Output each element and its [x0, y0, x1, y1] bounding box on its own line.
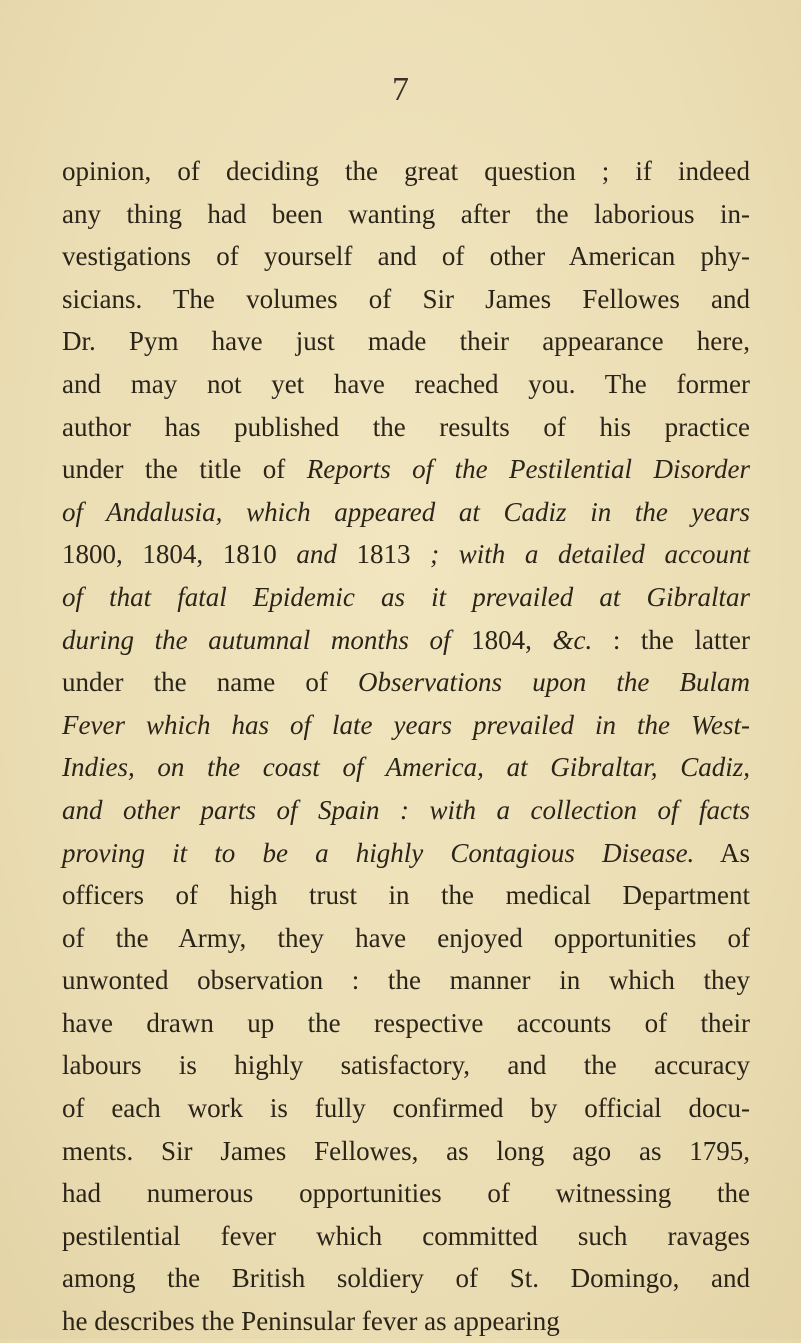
- text-segment: Dr. Pym have just made their appearance here,: [62, 326, 750, 357]
- text-line: [62, 1172, 750, 1215]
- italic-text: Reports of the Pestilential Disorder: [306, 454, 750, 485]
- page-number: 7: [392, 71, 409, 108]
- text-segment: As: [694, 837, 750, 868]
- text-segment: : the latter: [592, 624, 750, 655]
- text-segment: officers of high trust in the medical Department: [62, 880, 750, 911]
- text-line: [62, 1300, 750, 1343]
- text-line: [62, 491, 750, 534]
- text-segment: he describes the Peninsular fever as appearing: [62, 1306, 560, 1337]
- italic-text: of Andalusia, which appeared at Cadiz in the years: [62, 496, 750, 527]
- text-line: [62, 1044, 750, 1087]
- text-line: [62, 1002, 750, 1045]
- italic-text: Fever which has of late years prevailed in the West-: [62, 709, 750, 740]
- text-segment: and may not yet have reached you. The former: [62, 368, 750, 399]
- text-line: [62, 320, 750, 363]
- italic-text: &c.: [552, 624, 593, 655]
- text-line: [62, 235, 750, 278]
- text-segment: 1800, 1804, 1810: [62, 539, 297, 570]
- italic-text: and: [296, 539, 337, 570]
- italic-text: Indies, on the coast of America, at Gibraltar, Cadiz,: [62, 752, 750, 783]
- text-segment: 1813: [336, 539, 431, 570]
- text-line: [62, 406, 750, 449]
- text-line: [62, 1215, 750, 1258]
- text-segment: have drawn up the respective accounts of their: [62, 1007, 750, 1038]
- text-line: [62, 150, 750, 193]
- text-line: [62, 789, 750, 832]
- text-segment: under the name of: [62, 667, 359, 698]
- text-segment: vestigations of yourself and of other American phy-: [62, 241, 750, 272]
- text-segment: under the title of: [62, 454, 307, 485]
- italic-text: during the autumnal months of: [62, 624, 451, 655]
- italic-text: and other parts of Spain : with a collection of facts: [62, 794, 750, 825]
- text-segment: among the British soldiery of St. Domingo, and: [62, 1263, 750, 1294]
- text-segment: 1804,: [450, 624, 553, 655]
- italic-text: of that fatal Epidemic as it prevailed at Gibraltar: [62, 581, 750, 612]
- text-line: [62, 1087, 750, 1130]
- text-line: [62, 874, 750, 917]
- text-line: [62, 1130, 750, 1173]
- text-segment: ments. Sir James Fellowes, as long ago as 1795,: [62, 1135, 750, 1166]
- body-text: [62, 150, 750, 1343]
- text-line: [62, 746, 750, 789]
- text-line: [62, 363, 750, 406]
- text-line: [62, 917, 750, 960]
- text-segment: unwonted observation : the manner in which they: [62, 965, 750, 996]
- text-segment: pestilential fever which committed such ravages: [62, 1220, 750, 1251]
- text-line: [62, 576, 750, 619]
- text-segment: of each work is fully confirmed by official docu-: [62, 1093, 750, 1124]
- text-line: [62, 959, 750, 1002]
- text-line: [62, 704, 750, 747]
- text-segment: had numerous opportunities of witnessing the: [62, 1178, 750, 1209]
- text-line: [62, 448, 750, 491]
- italic-text: Observations upon the Bulam: [358, 667, 750, 698]
- text-line: [62, 832, 750, 875]
- text-line: [62, 193, 750, 236]
- text-segment: sicians. The volumes of Sir James Fellowes and: [62, 283, 750, 314]
- text-segment: opinion, of deciding the great question ; if indeed: [62, 156, 750, 186]
- text-segment: of the Army, they have enjoyed opportunities of: [62, 922, 750, 953]
- text-line: [62, 619, 750, 662]
- text-line: [62, 661, 750, 704]
- italic-text: ; with a detailed account: [430, 539, 751, 570]
- italic-text: proving it to be a highly Contagious Disease.: [62, 837, 695, 868]
- text-line: [62, 278, 750, 321]
- text-segment: labours is highly satisfactory, and the accuracy: [62, 1050, 750, 1081]
- text-line: [62, 1257, 750, 1300]
- text-segment: author has published the results of his practice: [62, 411, 750, 442]
- text-segment: any thing had been wanting after the laborious in-: [62, 198, 750, 229]
- text-line: [62, 533, 750, 576]
